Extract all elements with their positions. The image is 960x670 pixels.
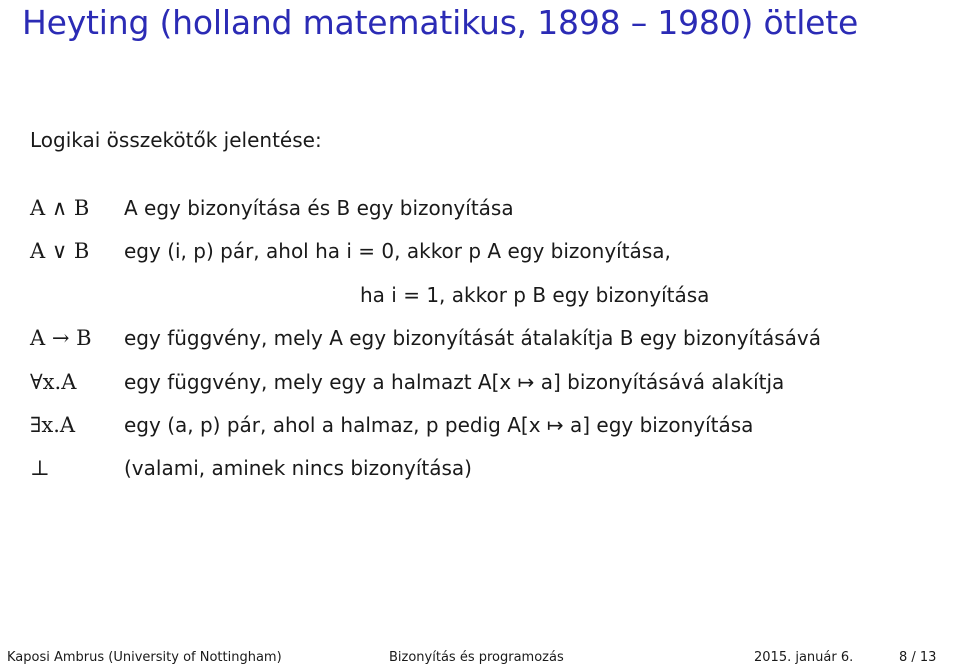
connective-description: egy (i, p) pár, ahol ha i = 0, akkor p A egy bizonyítása, — [124, 239, 671, 263]
connective-symbol: ∀x.A — [30, 370, 77, 394]
connective-symbol: ∃x.A — [30, 413, 76, 437]
connective-symbol: A → B — [30, 326, 92, 350]
footer-talk-title: Bizonyítás és programozás — [389, 650, 564, 665]
connective-description: egy függvény, mely A egy bizonyítását átalakítja B egy bizonyításává — [124, 326, 821, 350]
connective-description: (valami, aminek nincs bizonyítása) — [124, 456, 472, 480]
connective-symbol: ⊥ — [30, 456, 50, 480]
slide-title: Heyting (holland matematikus, 1898 – 1980) ötlete — [22, 3, 859, 42]
connective-description: egy függvény, mely egy a halmazt A[x ↦ a] bizonyításává alakítja — [124, 370, 785, 394]
connective-description: A egy bizonyítása és B egy bizonyítása — [124, 196, 514, 220]
footer-page-number: 8 / 13 — [899, 650, 937, 665]
intro-text: Logikai összekötők jelentése: — [30, 128, 322, 152]
connective-description: ha i = 1, akkor p B egy bizonyítása — [360, 283, 710, 307]
connective-symbol: A ∨ B — [30, 239, 90, 263]
footer-author: Kaposi Ambrus (University of Nottingham) — [7, 650, 282, 665]
slide-footer — [0, 646, 960, 670]
connective-symbol: A ∧ B — [30, 196, 90, 220]
footer-date: 2015. január 6. — [754, 650, 854, 665]
connective-description: egy (a, p) pár, ahol a halmaz, p pedig A[x ↦ a] egy bizonyítása — [124, 413, 754, 437]
